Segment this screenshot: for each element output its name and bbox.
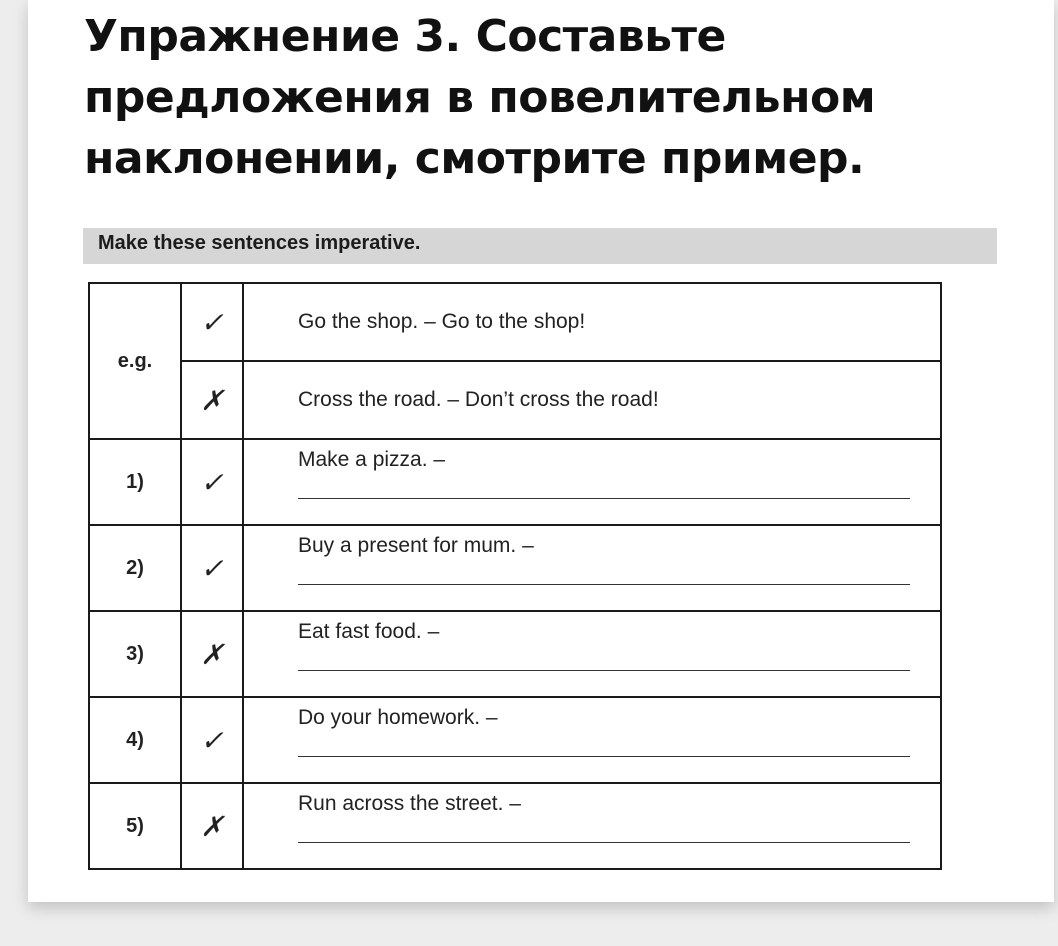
task-sentence: Do your homework. –	[298, 706, 498, 729]
example-sentence: Go the shop. – Go to the shop!	[243, 283, 941, 361]
check-mark-icon: ✓	[181, 283, 243, 361]
answer-line[interactable]	[298, 756, 910, 757]
task-sentence: Make a pizza. –	[298, 448, 446, 471]
task-number: 5)	[89, 783, 181, 869]
example-row-positive	[89, 283, 941, 361]
task-sentence: Buy a present for mum. –	[298, 534, 534, 557]
check-mark-icon: ✓	[181, 697, 243, 783]
answer-line[interactable]	[298, 842, 910, 843]
check-mark-icon: ✓	[181, 439, 243, 525]
cross-mark-icon: ✗	[181, 361, 243, 439]
cross-mark-icon: ✗	[181, 611, 243, 697]
answer-line[interactable]	[298, 498, 910, 499]
task-row	[89, 439, 941, 525]
task-row	[89, 783, 941, 869]
task-sentence: Run across the street. –	[298, 792, 521, 815]
exercise-table	[88, 282, 942, 870]
example-sentence: Cross the road. – Don’t cross the road!	[243, 361, 941, 439]
task-row	[89, 697, 941, 783]
instruction-band	[83, 228, 997, 264]
task-cell	[243, 525, 941, 611]
answer-line[interactable]	[298, 670, 910, 671]
task-cell	[243, 611, 941, 697]
cross-mark-icon: ✗	[181, 783, 243, 869]
task-sentence: Eat fast food. –	[298, 620, 440, 643]
task-number: 3)	[89, 611, 181, 697]
task-number: 2)	[89, 525, 181, 611]
task-cell	[243, 697, 941, 783]
task-cell	[243, 439, 941, 525]
instruction-text: Make these sentences imperative.	[98, 232, 421, 254]
task-cell	[243, 783, 941, 869]
answer-line[interactable]	[298, 584, 910, 585]
exercise-title: Упражнение 3. Составьте предложения в повелительном наклонении, смотрите пример.	[84, 11, 876, 184]
example-label: e.g.	[89, 283, 181, 439]
task-row	[89, 525, 941, 611]
example-row-negative	[89, 361, 941, 439]
task-number: 4)	[89, 697, 181, 783]
check-mark-icon: ✓	[181, 525, 243, 611]
task-number: 1)	[89, 439, 181, 525]
task-row	[89, 611, 941, 697]
